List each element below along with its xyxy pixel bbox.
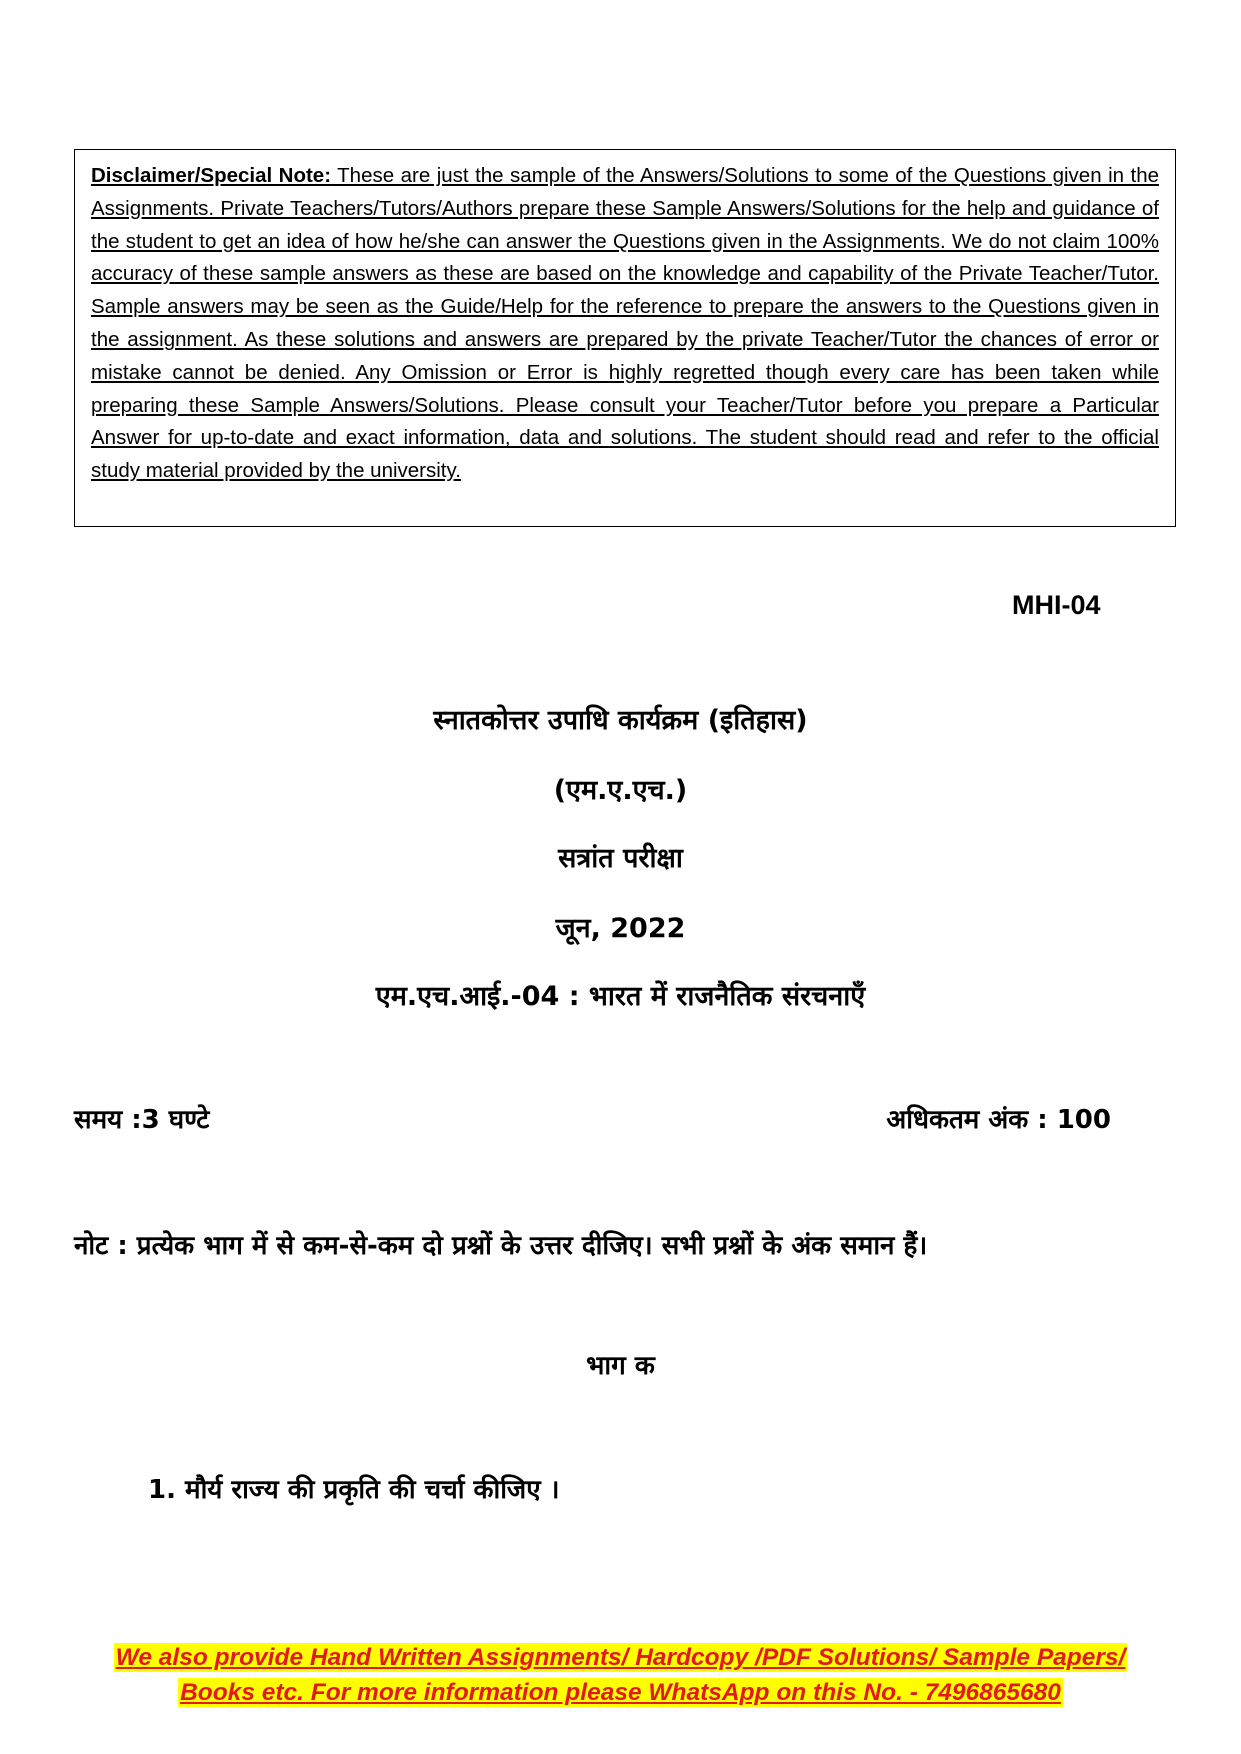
disclaimer-box <box>74 149 1176 527</box>
exam-time: समय :3 घण्टे <box>74 1105 210 1135</box>
promo-banner <box>0 1640 1241 1710</box>
disclaimer-text <box>91 160 1159 488</box>
course-code: MHI-04 <box>1012 590 1101 620</box>
exam-title: सत्रांत परीक्षा <box>558 843 683 874</box>
promo-line-1: We also provide Hand Written Assignments/ Hardcopy /PDF Solutions/ Sample Papers/ <box>115 1644 1126 1671</box>
question-1: 1. मौर्य राज्य की प्रकृति की चर्चा कीजिए । <box>148 1475 560 1505</box>
exam-session: जून, 2022 <box>555 913 686 944</box>
programme-abbr: (एम.ए.एच.) <box>553 775 688 806</box>
section-heading: भाग क <box>586 1351 655 1381</box>
disclaimer-heading: Disclaimer/Special Note: <box>91 164 332 187</box>
promo-line-2: Books etc. For more information please WhatsApp on this No. - 7496865680 <box>180 1679 1061 1706</box>
disclaimer-body: These are just the sample of the Answers/Solutions to some of the Questions given in the Assignments. Private Teachers/Tutors/Authors prepare these Sample Answers/Solutions for the help and guidance of the student to get an idea of how he/she can answer the Questions given in the Assignments. We do not claim 100% accuracy of these sample answers as these are based on the knowledge and capability of the Private Teacher/Tutor. Sample answers may be seen as the Guide/Help for the reference to prepare the answers to the Questions given in the assignment. As these solutions and answers are prepared by the private Teacher/Tutor the chances of error or mistake cannot be denied. Any Omission or Error is highly regretted though every care has been taken while preparing these Sample Answers/Solutions. Please consult your Teacher/Tutor before you prepare a Particular Answer for up-to-date and exact information, data and solutions. The student should read and refer to the official study material provided by the university. <box>91 164 1159 483</box>
programme-title: स्नातकोत्तर उपाधि कार्यक्रम (इतिहास) <box>433 705 808 736</box>
paper-title: एम.एच.आई.-04 : भारत में राजनैतिक संरचनाएँ <box>375 981 866 1012</box>
max-marks: अधिकतम अंक : 100 <box>886 1105 1111 1135</box>
instructions-note: नोट : प्रत्येक भाग में से कम-से-कम दो प्रश्नों के उत्तर दीजिए। सभी प्रश्नों के अंक समान हैं। <box>74 1231 928 1261</box>
